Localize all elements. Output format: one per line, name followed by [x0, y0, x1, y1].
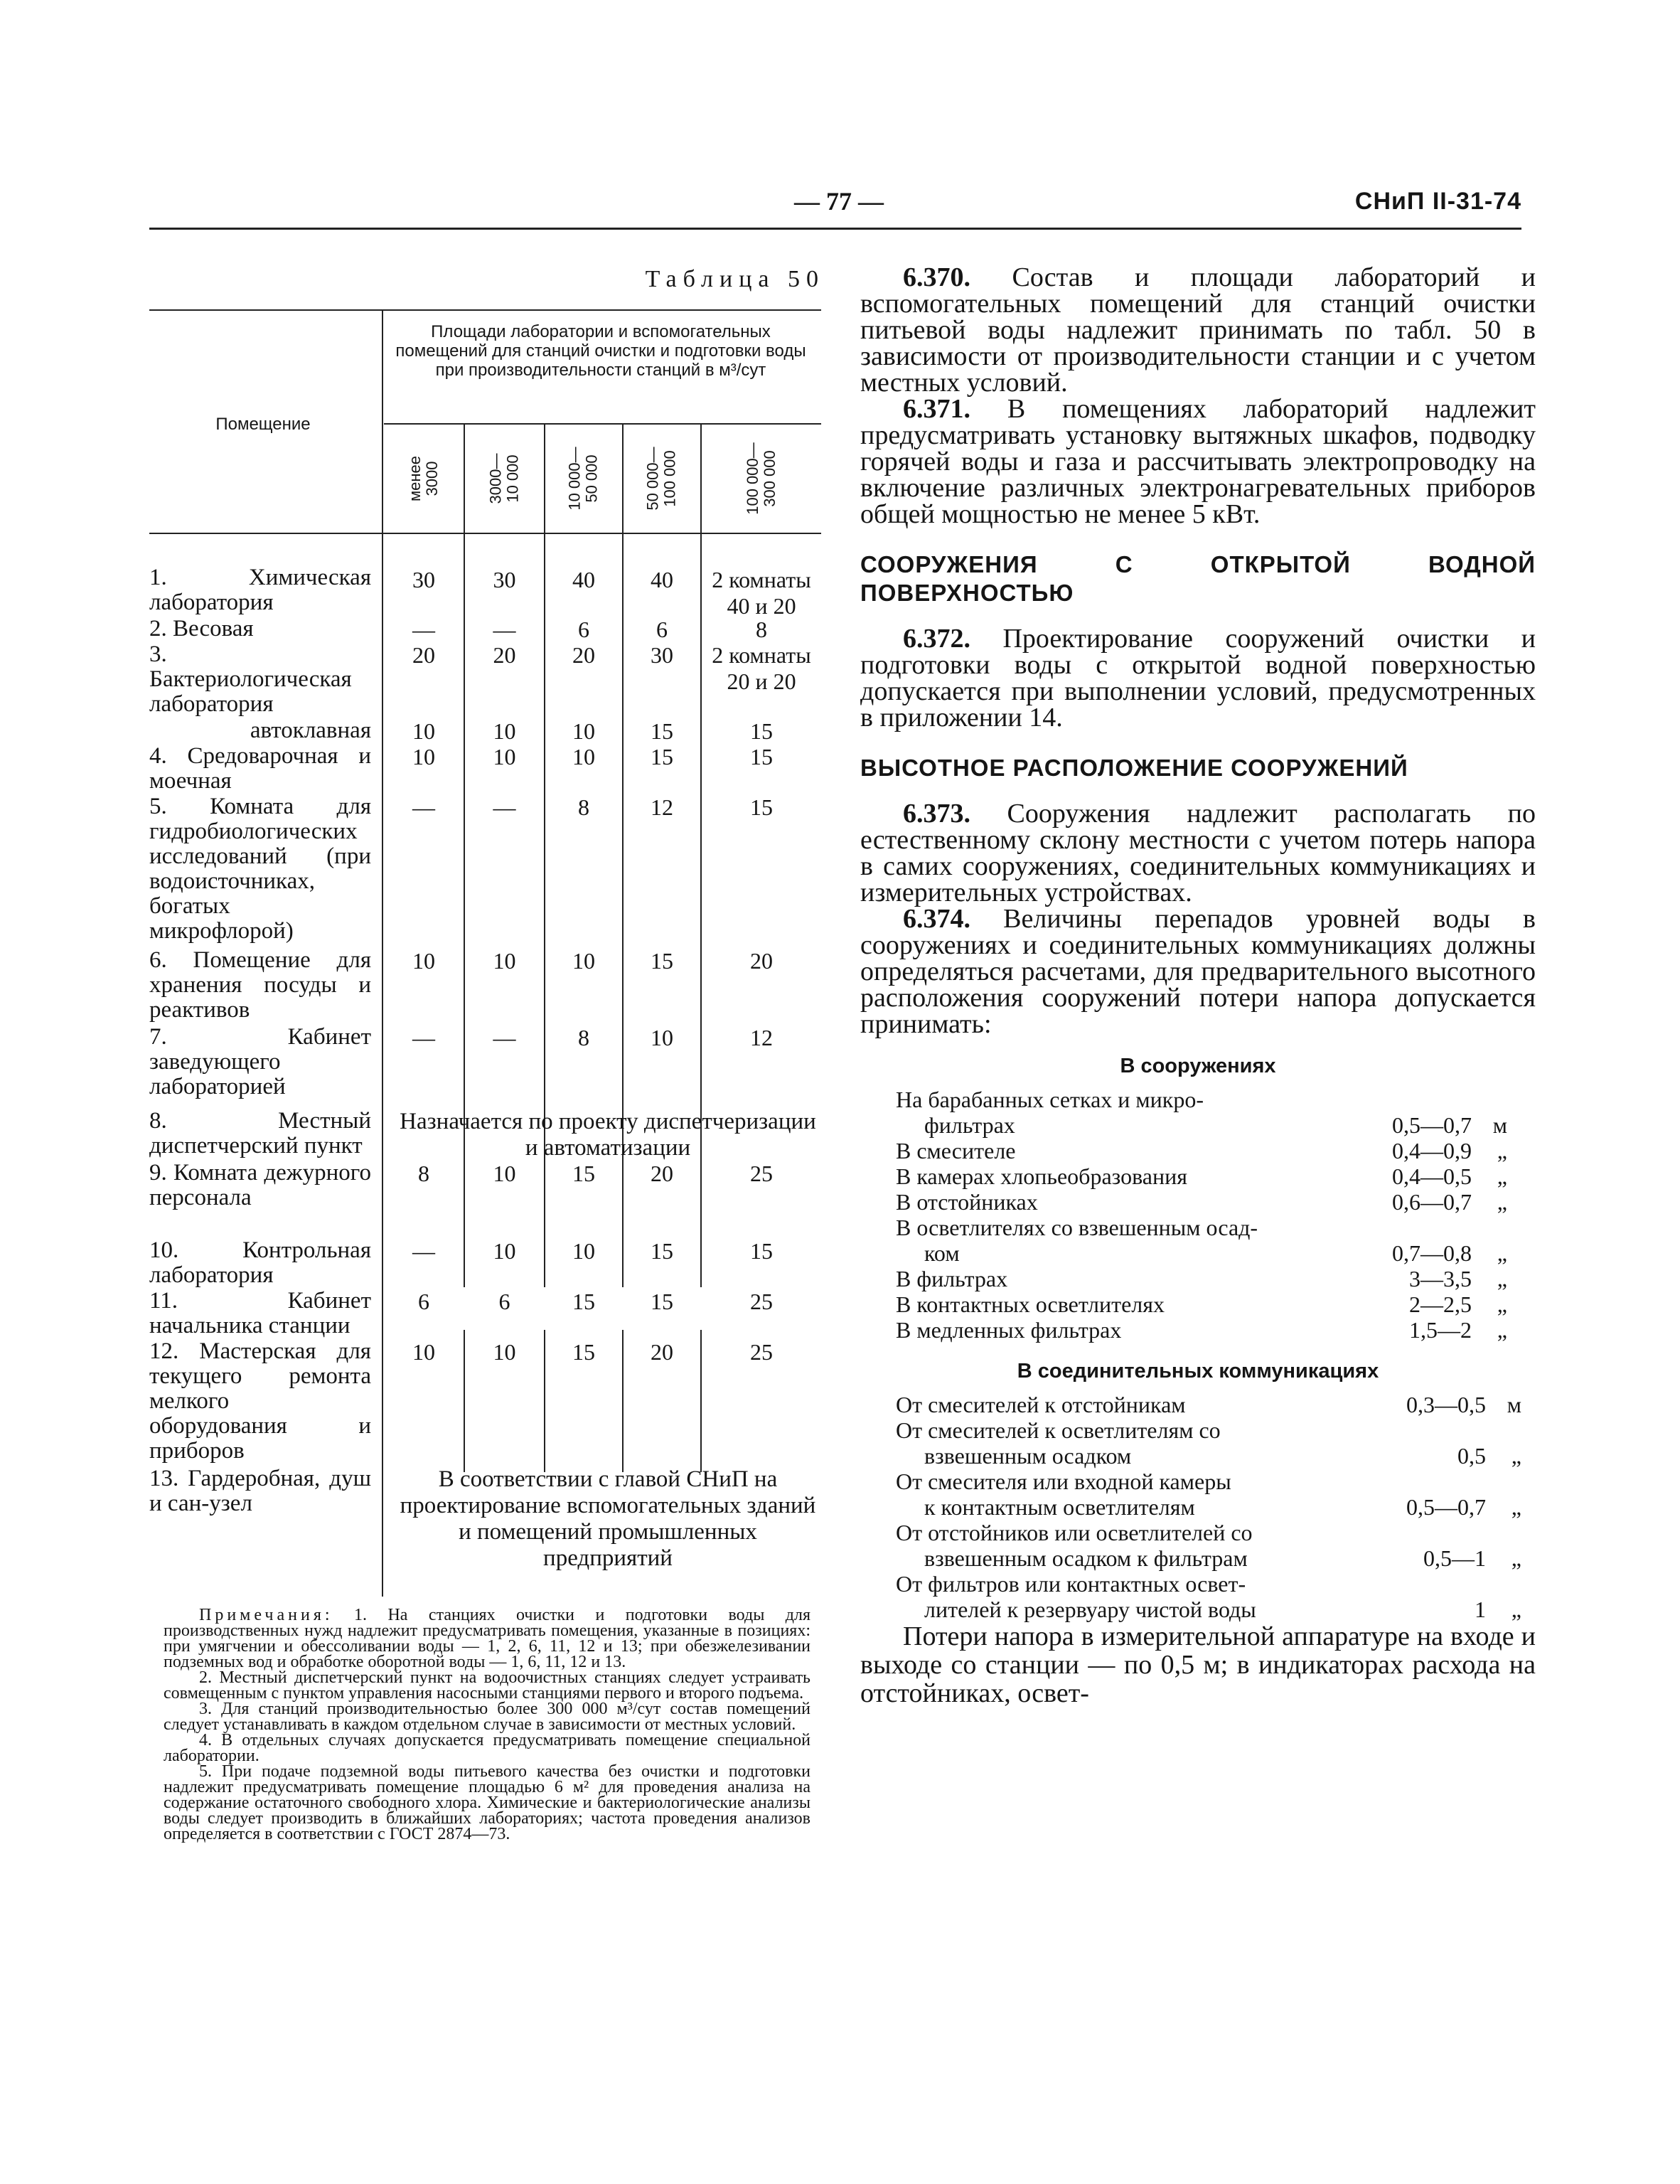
table-cell: 25	[750, 1161, 773, 1186]
paragraph-6372: 6.372. Проектирование сооружений очистки и подготовки воды с открытой водной поверхностью допускается при выполнении условий, предусмотренных в приложении 14.	[860, 624, 1536, 733]
table-cell: 10	[572, 1238, 595, 1264]
paragraph-6371: 6.371. В помещениях лабораторий надлежит предусматривать установку вытяжных шкафов, подводку горячей воды и газа и рассчитывать электропроводку на включение различных электронагревательных приборов общей мощностью не менее 5 кВт.	[860, 394, 1536, 529]
table-cell: 10	[493, 1238, 516, 1264]
paragraph-6370: 6.370. Состав и площади лабораторий и вспомогательных помещений для станций очистки питьевой воды надлежит принимать по табл. 50 в зависимости от производительности станции и с учетом местных условий.	[860, 262, 1536, 398]
list-item: взвешенным осадком 0,5 „	[924, 1443, 1521, 1469]
note-item: 3. Для станций производительностью более 300 000 м³/сут состав помещений следует устанавливать в каждом отдельном случае в зависимости от местных условий.	[164, 1700, 810, 1734]
table-cell: 10	[572, 744, 595, 769]
paragraph-6374: 6.374. Величины перепадов уровней воды в сооружениях и соединительных коммуникациях должны определяться расчетами, для предварительного высотного расположения сооружений потери напора допускается принимать:	[860, 904, 1536, 1039]
table-cell: 10	[651, 1025, 673, 1050]
table-cell: 30	[651, 642, 673, 668]
list-item: От смесителей к осветлителям со	[896, 1417, 1221, 1443]
col-divider	[700, 1330, 702, 1472]
list-item: к контактным осветлителям 0,5—0,7 „	[924, 1494, 1521, 1520]
table-cell: 40	[651, 567, 673, 592]
list-item: В осветлителях со взвешенным осад-	[896, 1215, 1258, 1240]
table-cell: 40	[572, 567, 595, 592]
header-areas: Площади лаборатории и вспомогательных помещений для станций очистки и подготовки воды при производительности станций в м³/сут	[395, 322, 806, 380]
table-cell: —	[412, 1025, 435, 1050]
note-item: 1. На станциях очистки и подготовки воды для производственных нужд надлежит предусматривать помещения, указанные в позициях: при умягчении и обессоливании воды — 1, 2, 6, 11, 12 и 13; при обезжелезивании подземных вод и обработке оборотной воды — 1, 6, 11, 12 и 13.	[164, 1606, 811, 1671]
table-cell: 20	[572, 642, 595, 668]
list-item: В фильтрах 3—3,5 „	[896, 1266, 1507, 1291]
table-cell: 8	[756, 617, 767, 642]
list-item: В медленных фильтрах 1,5—2 „	[896, 1317, 1507, 1343]
list-item: В отстойниках 0,6—0,7 „	[896, 1189, 1507, 1215]
table-cell: 2 комнаты 40 и 20	[712, 567, 811, 619]
table-cell: 20	[750, 948, 773, 974]
table-cell: 15	[750, 794, 773, 820]
table-cell: 15	[651, 1289, 673, 1314]
subheading-connections: В соединительных коммуникациях	[1017, 1360, 1379, 1383]
header-room: Помещение	[215, 415, 311, 434]
page-number: — 77 —	[794, 187, 884, 215]
table-cell: —	[493, 617, 516, 642]
table-cell: 15	[572, 1161, 595, 1186]
table-cell: 8	[578, 794, 589, 820]
row-name: 3. Бактериологическая лаборатория	[149, 641, 352, 717]
table-cell: 15	[651, 744, 673, 769]
table-cell: 15	[750, 744, 773, 769]
row-name: 9. Комната дежурного персонала	[149, 1160, 371, 1210]
capacity-header: 3000— 10 000	[486, 453, 522, 504]
table-cell: 6	[418, 1289, 429, 1314]
table-notes	[164, 1607, 810, 1842]
table-cell: 6	[578, 617, 589, 642]
table-cell: 10	[572, 948, 595, 974]
row-name: 5. Комната для гидробиологических исследований (при водоисточниках, богатых микрофлорой)	[149, 794, 371, 944]
table-cell: —	[412, 617, 435, 642]
table-cell: 10	[493, 1161, 516, 1186]
list-item: От смесителей к отстойникам 0,3—0,5 м	[896, 1392, 1521, 1417]
table-cell: 15	[572, 1289, 595, 1314]
list-item: На барабанных сетках и микро-	[896, 1087, 1204, 1112]
subheading-structures: В сооружениях	[1120, 1055, 1276, 1077]
table-cell: 10	[493, 744, 516, 769]
connections-list	[860, 1392, 1536, 1622]
table-cell: 15	[750, 1238, 773, 1264]
document-code: СНиП II-31-74	[1354, 188, 1521, 215]
row-name: 4. Средоварочная и моечная	[149, 743, 371, 794]
capacity-header: 10 000— 50 000	[565, 446, 601, 511]
header-rule	[149, 228, 1521, 230]
list-item: От фильтров или контактных освет-	[896, 1571, 1246, 1597]
list-item: В смесителе 0,4—0,9 „	[896, 1138, 1507, 1163]
note-item: 4. В отдельных случаях допускается предусматривать помещение специальной лаборатории.	[164, 1731, 810, 1765]
table-cell: 25	[750, 1339, 773, 1365]
list-item: В камерах хлопьеобразования 0,4—0,5 „	[896, 1163, 1507, 1189]
table-cell: —	[412, 1238, 435, 1264]
row-name: 10. Контрольная лаборатория	[149, 1237, 371, 1288]
row-name: 12. Мастерская для текущего ремонта мелкого оборудования и приборов	[149, 1338, 371, 1464]
notes-label: Примечания:	[199, 1606, 333, 1624]
table-cell: 15	[572, 1339, 595, 1365]
table-cell: 10	[493, 948, 516, 974]
table-cell: 10	[412, 744, 435, 769]
section-heading: СООРУЖЕНИЯ С ОТКРЫТОЙ ВОДНОЙ ПОВЕРХНОСТЬЮ	[860, 551, 1536, 606]
paragraph-tail: Потери напора в измерительной аппаратуре на входе и выходе со станции — по 0,5 м; в индикаторах расхода на отстойниках, освет-	[860, 1621, 1536, 1708]
table-cell: 10	[572, 718, 595, 744]
row-name: 7. Кабинет заведующего лабораторией	[149, 1024, 371, 1099]
table-cell: 15	[651, 718, 673, 744]
table-cell: 10	[412, 948, 435, 974]
row-name: 1. Химическая лаборатория	[149, 565, 371, 615]
table-50	[149, 309, 821, 1597]
table-cell: 2 комнаты 20 и 20	[712, 642, 811, 694]
capacity-header: 50 000— 100 000	[643, 446, 679, 511]
row-name: 8. Местный диспетчерский пункт	[149, 1108, 371, 1158]
note-item: 2. Местный диспетчерский пункт на водоочистных станциях следует устраивать совмещенным с пунктом управления насосными станциями первого и второго подъема.	[164, 1668, 810, 1703]
table-cell: 20	[493, 642, 516, 668]
section-heading: ВЫСОТНОЕ РАСПОЛОЖЕНИЕ СООРУЖЕНИЙ	[860, 755, 1408, 781]
spanned-cell: Назначается по проекту диспетчеризации и автоматизации	[400, 1109, 816, 1161]
list-item: От смесителя или входной камеры	[896, 1469, 1231, 1494]
table-cell: 12	[750, 1025, 773, 1050]
table-cell: 15	[651, 948, 673, 974]
table-cell: 20	[651, 1161, 673, 1186]
table-cell: 15	[750, 718, 773, 744]
row-name: 6. Помещение для хранения посуды и реактивов	[149, 947, 371, 1023]
list-item: В контактных осветлителях 2—2,5 „	[896, 1291, 1507, 1317]
table-cell: 15	[651, 1238, 673, 1264]
col-divider	[382, 309, 383, 1597]
table-cell: 10	[412, 718, 435, 744]
table-cell: —	[412, 794, 435, 820]
table-cell: 30	[493, 567, 516, 592]
table-cell: 12	[651, 794, 673, 820]
table-cell: 25	[750, 1289, 773, 1314]
table-cell: 20	[651, 1339, 673, 1365]
capacity-header: менее 3000	[405, 455, 441, 501]
row-name: автоклавная	[250, 718, 371, 743]
list-item: фильтрах 0,5—0,7 м	[924, 1112, 1507, 1138]
row-name: 2. Весовая	[149, 616, 254, 641]
right-column	[860, 262, 1536, 1708]
table-cell: 20	[412, 642, 435, 668]
spanned-cell: В соответствии с главой СНиП на проектирование вспомогательных зданий и помещений промышленных предприятий	[400, 1466, 816, 1571]
table-cell: 6	[656, 617, 668, 642]
table-cell: 8	[418, 1161, 429, 1186]
list-item: От отстойников или осветлителей со	[896, 1520, 1253, 1545]
list-item: лителей к резервуару чистой воды 1 „	[924, 1597, 1521, 1622]
structures-list	[860, 1087, 1536, 1343]
table-cell: 30	[412, 567, 435, 592]
row-name: 11. Кабинет начальника станции	[149, 1288, 371, 1338]
table-cell: —	[493, 1025, 516, 1050]
table-cell: 10	[493, 1339, 516, 1365]
row-name: 13. Гардеробная, душ и сан-узел	[149, 1466, 371, 1516]
list-item: взвешенным осадком к фильтрам 0,5—1 „	[924, 1545, 1521, 1571]
header-mid-rule	[384, 423, 821, 425]
capacity-header: 100 000— 300 000	[744, 442, 779, 515]
table-caption: Таблица 50	[645, 266, 825, 292]
table-cell: 10	[493, 718, 516, 744]
table-cell: —	[493, 794, 516, 820]
header-bottom-rule	[149, 533, 821, 534]
table-cell: 6	[498, 1289, 510, 1314]
paragraph-6373: 6.373. Сооружения надлежит располагать по естественному склону местности с учетом потерь напора в самих сооружениях, соединительных коммуникациях и измерительных устройствах.	[860, 799, 1536, 907]
table-cell: 8	[578, 1025, 589, 1050]
note-item: 5. При подаче подземной воды питьевого качества без очистки и подготовки надлежит предусматривать помещение площадью 6 м² для проведения анализа на содержание остаточного свободного хлора. Химические и бактериологические анализы воды следует производить в ближайших лабораториях; частота проведения анализов определяется в соответствии с ГОСТ 2874—73.	[164, 1762, 810, 1843]
table-cell: 10	[412, 1339, 435, 1365]
list-item: ком 0,7—0,8 „	[924, 1240, 1507, 1266]
table-top-rule	[149, 309, 821, 311]
